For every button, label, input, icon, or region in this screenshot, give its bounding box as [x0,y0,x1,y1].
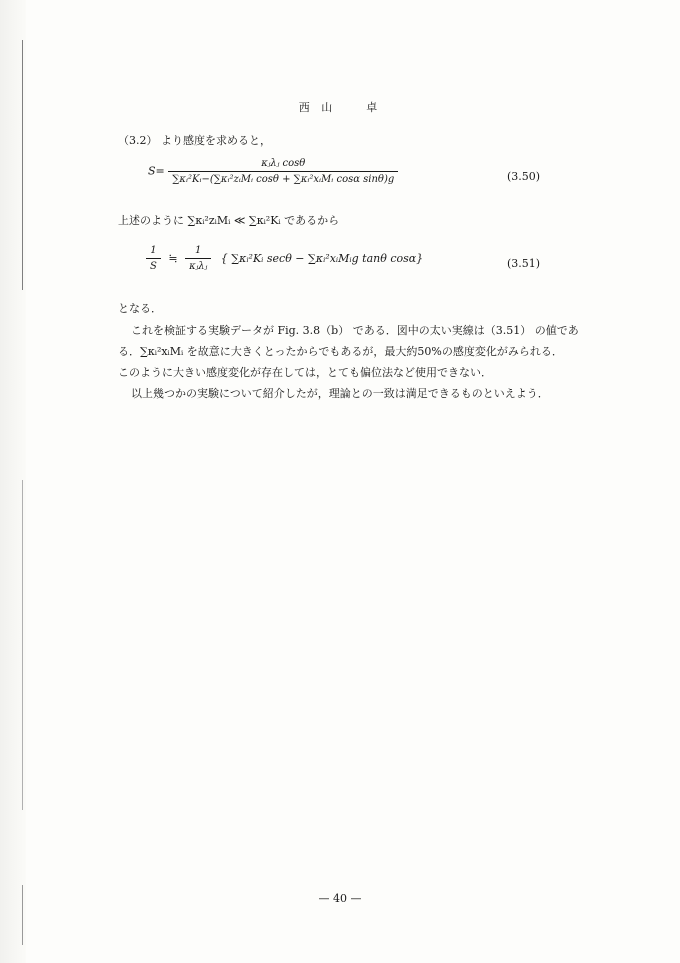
running-head [0,99,680,115]
binding-line [22,480,23,810]
author-surname: 西 山 [298,101,337,114]
paragraph-1-line-3: このように大きい感度変化が存在しては，とても偏位法など使用できない． [118,366,492,379]
eq-coef-fraction [185,245,211,272]
eq-numerator: 1 [194,245,202,256]
paragraph-1-line-1: これを検証する実験データが Fig. 3.8（b） である．図中の太い実線は（3.51） の値であ [131,324,579,337]
author-given-name: 卓 [366,101,382,114]
eq-lhs: S= [148,164,165,178]
paragraph-1-line-2: る．∑κᵢ²xᵢMᵢ を故意に大きくとったからでもあるが，最大約50%の感度変化がみられる． [118,345,563,358]
approx-sign: ≒ [168,251,178,265]
transition-text: 上述のように ∑κᵢ²zᵢMᵢ ≪ ∑κᵢ²Kᵢ であるから [118,214,340,227]
equation-3-51 [146,245,423,272]
equation-number: (3.50) [507,170,541,183]
tonaru-text: となる． [118,302,162,315]
eq-fraction [168,158,398,185]
eq-numerator: κⱼλⱼ cosθ [261,158,306,169]
eq-lhs-fraction [146,245,161,272]
binding-line [22,40,23,290]
page-number: — 40 — [318,892,362,905]
equation-number: (3.51) [507,257,541,270]
eq-denominator: ∑κᵢ²Kᵢ−(∑κᵢ²zᵢMᵢ cosθ + ∑κᵢ²xᵢMᵢ cosα sinθ)g [168,171,398,185]
eq-denominator: κⱼλⱼ [185,258,211,272]
paragraph-2-line-1: 以上幾つかの実験について紹介したが，理論との一致は満足できるものといえよう． [131,387,549,400]
intro-text: （3.2） より感度を求めると， [118,134,271,147]
eq-body: { ∑κᵢ²Kᵢ secθ − ∑κᵢ²xᵢMᵢg tanθ cosα} [220,251,424,265]
eq-denominator: S [146,258,161,272]
equation-3-50 [148,158,398,185]
eq-numerator: 1 [150,245,157,256]
